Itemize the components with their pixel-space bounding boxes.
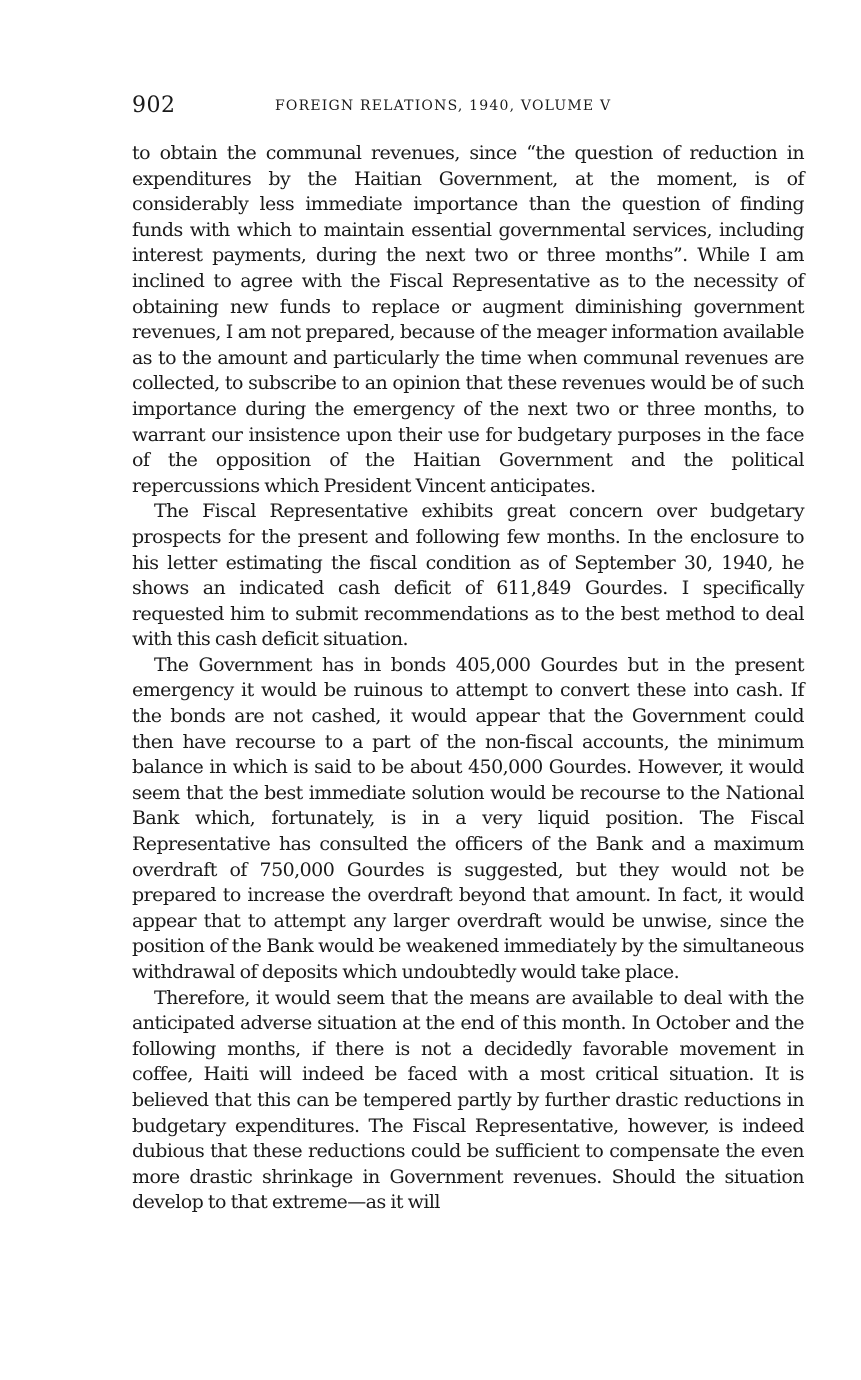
- paragraph-continued: to obtain the communal revenues, since “the question of reduction in expenditures by the Haitian Government, at the moment, is of considerably less immediate importance than the question of finding funds with which to maintain essential governmental services, including interest payments, during the next two or three months”. While I am inclined to agree with the Fiscal Representative as to the necessity of obtaining new funds to replace or augment diminishing government revenues, I am not prepared, because of the meager information available as to the amount and particularly the time when communal revenues are collected, to subscribe to an opinion that these revenues would be of such importance during the emergency of the next two or three months, to warrant our insistence upon their use for budgetary purposes in the face of the opposition of the Haitian Government and the political repercussions which President Vincent anticipates.: [132, 142, 804, 497]
- page-number: 902: [132, 93, 176, 118]
- body-text: [132, 141, 804, 1216]
- running-head: [132, 93, 672, 123]
- running-head-title: FOREIGN RELATIONS, 1940, VOLUME V: [275, 98, 612, 114]
- paragraph-conclusion: Therefore, it would seem that the means are available to deal with the anticipated adverse situation at the end of this month. In October and the following months, if there is not a decidedly favorable movement in coffee, Haiti will indeed be faced with a most critical situation. It is believed that this can be tempered partly by further drastic reductions in budgetary expenditures. The Fiscal Representative, however, is indeed dubious that these reductions could be sufficient to compensate the even more drastic shrinkage in Government revenues. Should the situation develop to that extreme—as it will: [132, 986, 804, 1214]
- paragraph-bonds-overdraft: The Government has in bonds 405,000 Gourdes but in the present emergency it would be ruinous to attempt to convert these into cash. If the bonds are not cashed, it would appear that the Government could then have recourse to a part of the non-fiscal accounts, the minimum balance in which is said to be about 450,000 Gourdes. However, it would seem that the best immediate solution would be recourse to the National Bank which, fortunately, is in a very liquid position. The Fiscal Representative has consulted the officers of the Bank and a maximum overdraft of 750,000 Gourdes is suggested, but they would not be prepared to increase the overdraft beyond that amount. In fact, it would appear that to attempt any larger overdraft would be unwise, since the position of the Bank would be weakened immediately by the simultaneous withdrawal of deposits which undoubtedly would take place.: [132, 653, 804, 983]
- paragraph-fiscal-outlook: The Fiscal Representative exhibits great concern over budgetary prospects for the present and following few months. In the enclosure to his letter estimating the fiscal condition as of September 30, 1940, he shows an indicated cash deficit of 611,849 Gourdes. I specifically requested him to submit recommendations as to the best method to deal with this cash deficit situation.: [132, 500, 804, 651]
